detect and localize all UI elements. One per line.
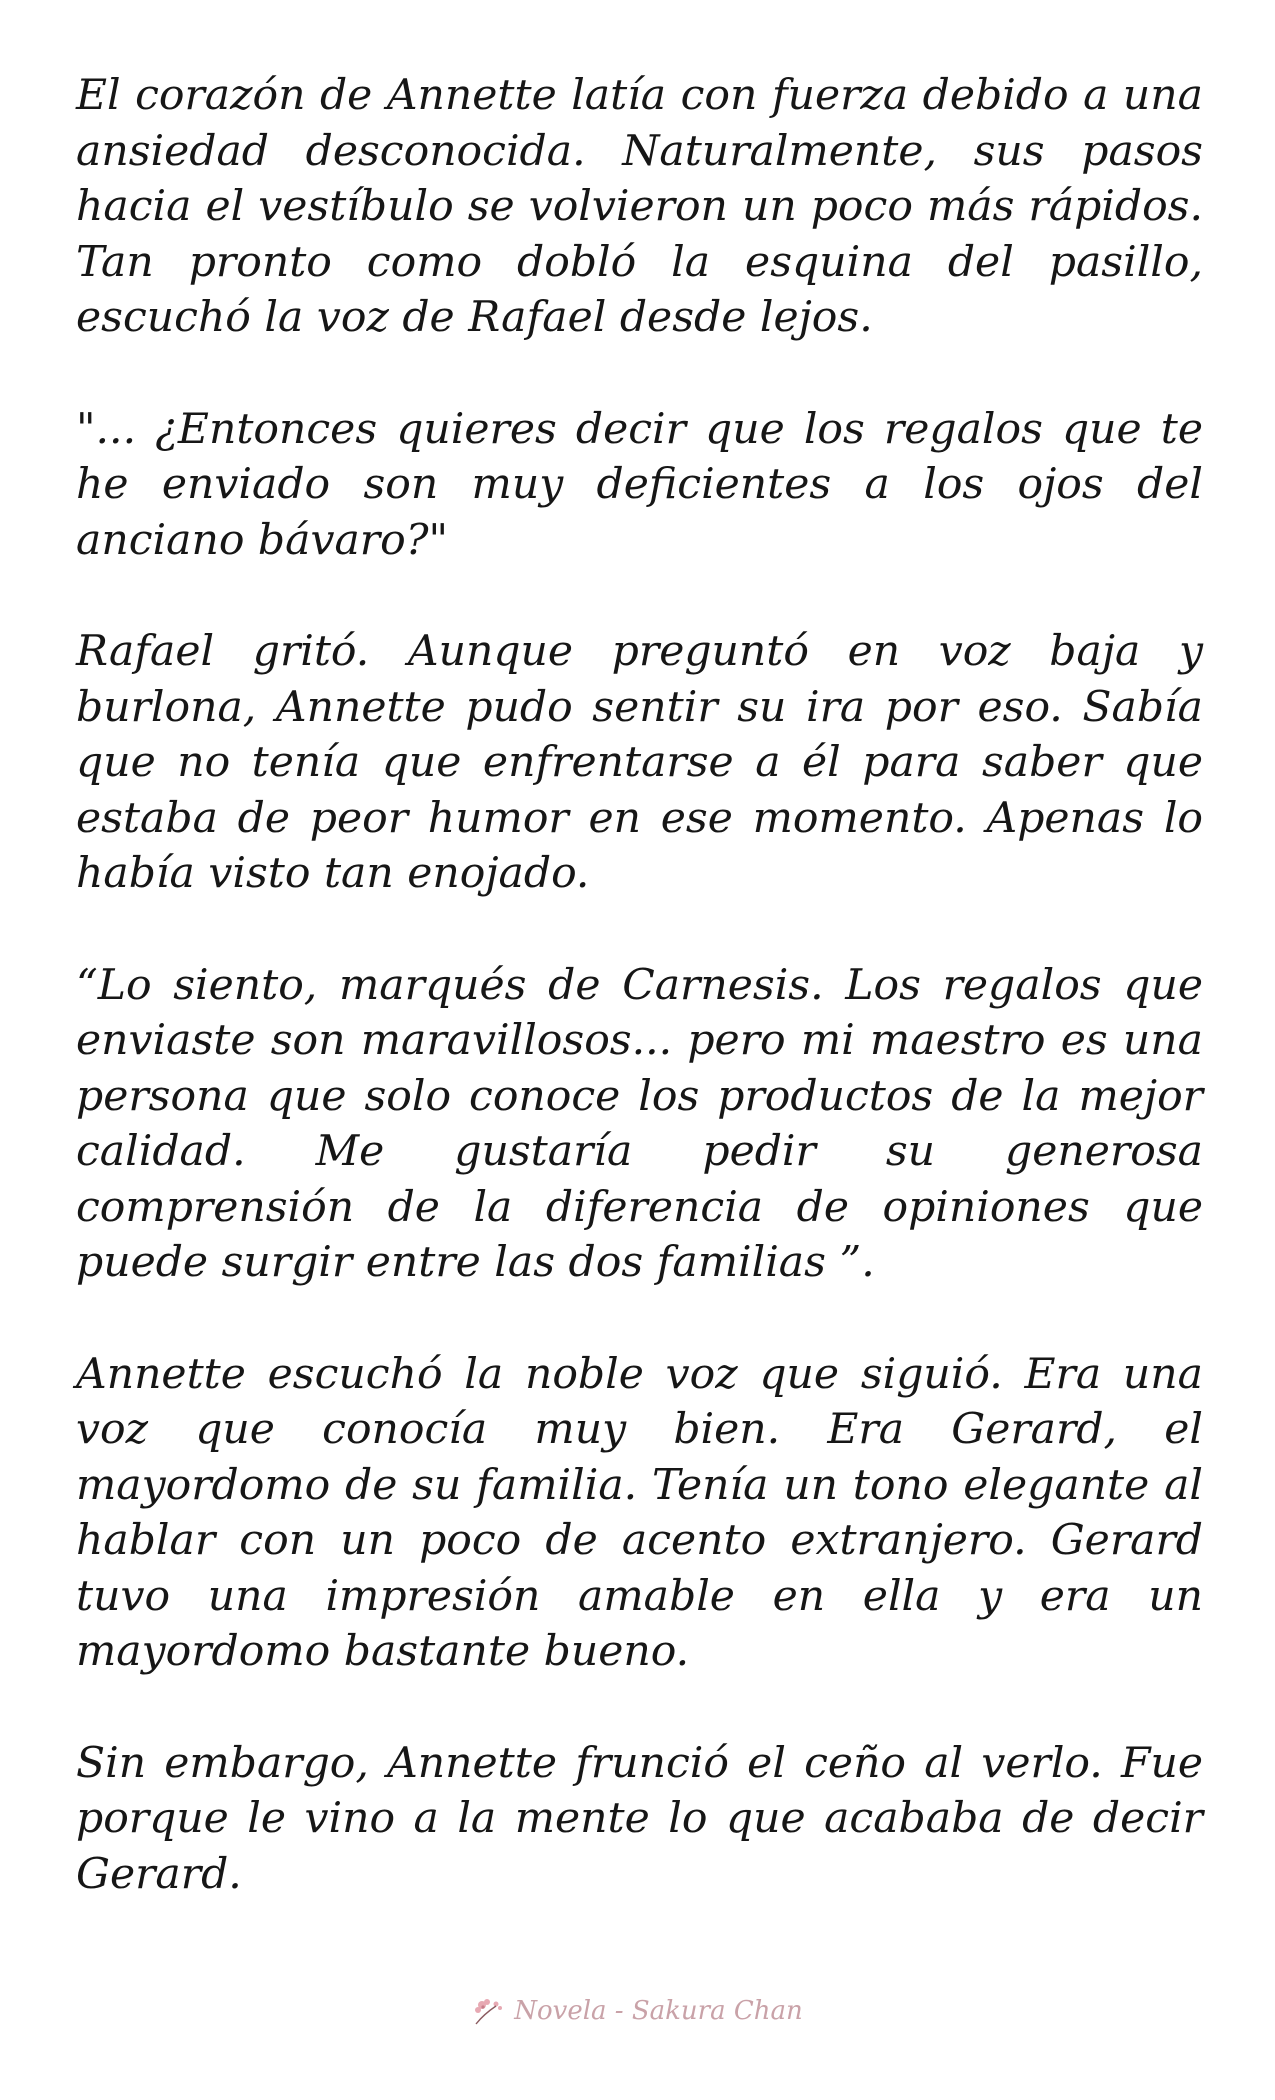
- watermark: [0, 1996, 1275, 2026]
- paragraph-6: Sin embargo, Annette frunció el ceño al verlo. Fue porque le vino a la mente lo que acababa de decir Gerard.: [76, 1738, 1203, 1899]
- paragraph-4: “Lo siento, marqués de Carnesis. Los regalos que enviaste son maravillosos... pero mi maestro es una persona que solo conoce los productos de la mejor calidad. Me gustaría pedir su generosa comprensión de la diferencia de opiniones que puede surgir entre las dos familias ”.: [76, 960, 1203, 1287]
- paragraph-5: Annette escuchó la noble voz que siguió. Era una voz que conocía muy bien. Era Gerard, el mayordomo de su familia. Tenía un tono elegante al hablar con un poco de acento extranjero. Gerard tuvo una impresión amable en ella y era un mayordomo bastante bueno.: [76, 1349, 1203, 1676]
- watermark-text: Novela - Sakura Chan: [514, 1996, 803, 2026]
- sakura-flower-icon: [472, 1996, 506, 2026]
- paragraph-3: Rafael gritó. Aunque preguntó en voz baja y burlona, Annette pudo sentir su ira por eso. Sabía que no tenía que enfrentarse a él para saber que estaba de peor humor en ese momento. Apenas lo había visto tan enojado.: [76, 627, 1203, 898]
- paragraph-2: "... ¿Entonces quieres decir que los regalos que te he enviado son muy deficientes a los ojos del anciano bávaro?": [76, 404, 1203, 565]
- paragraph-1: El corazón de Annette latía con fuerza debido a una ansiedad desconocida. Naturalmente, sus pasos hacia el vestíbulo se volvieron un poco más rápidos. Tan pronto como dobló la esquina del pasillo, escuchó la voz de Rafael desde lejos.: [76, 71, 1203, 342]
